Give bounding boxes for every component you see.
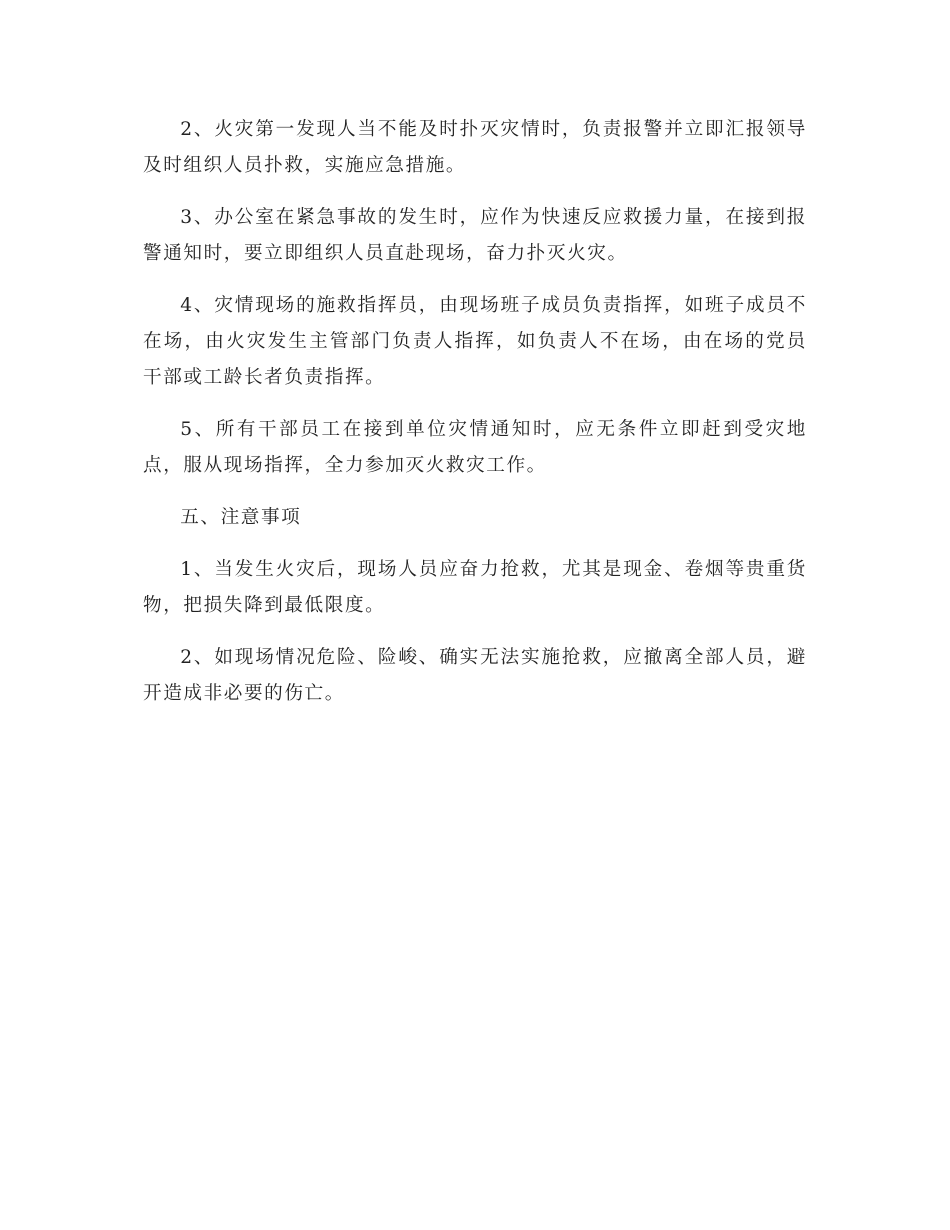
paragraph-office-rescue: 3、办公室在紧急事故的发生时，应作为快速反应救援力量，在接到报警通知时，要立即组织人员直赴现场，奋力扑灭火灾。	[143, 207, 807, 264]
paragraph-staff-response: 5、所有干部员工在接到单位灾情通知时，应无条件立即赶到受灾地点，服从现场指挥，全力参加灭火救灾工作。	[143, 419, 807, 476]
paragraph-rescue-valuables: 1、当发生火灾后，现场人员应奋力抢救，尤其是现金、卷烟等贵重货物，把损失降到最低限度。	[143, 559, 807, 616]
document-body	[143, 112, 807, 728]
paragraph-site-commander: 4、灾情现场的施救指挥员，由现场班子成员负责指挥，如班子成员不在场，由火灾发生主管部门负责人指挥，如负责人不在场，由在场的党员干部或工龄长者负责指挥。	[143, 295, 807, 388]
paragraph-alarm-report: 2、火灾第一发现人当不能及时扑灭灾情时，负责报警并立即汇报领导及时组织人员扑救，实施应急措施。	[143, 119, 807, 176]
section-heading-precautions: 五、注意事项	[180, 507, 302, 528]
paragraph-evacuate: 2、如现场情况危险、险峻、确实无法实施抢救，应撤离全部人员，避开造成非必要的伤亡。	[143, 647, 807, 704]
